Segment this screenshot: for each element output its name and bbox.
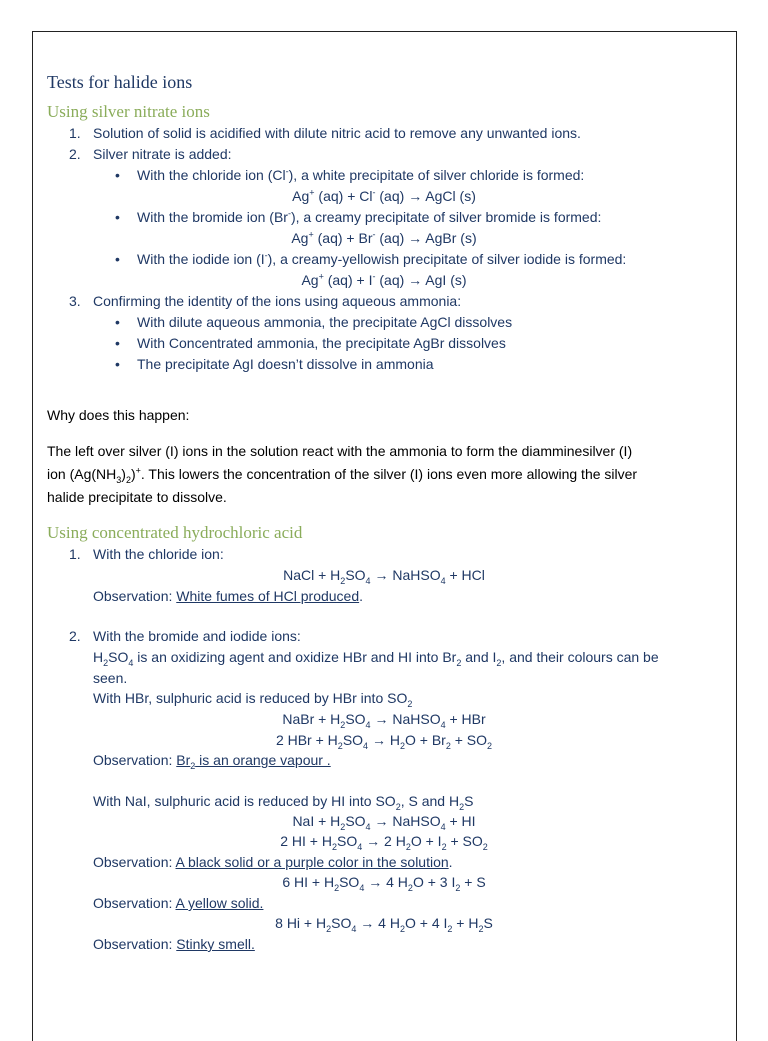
equation: NaBr + $H_2SO_4$ → NaHSO$_4$ + HBr — [282, 711, 486, 730]
list-item: 3. Confirming the identity of the ions using aqueous ammonia: — [69, 293, 462, 309]
equation: Ag+ (aq) + Br- (aq) → AgBr (s) — [291, 229, 477, 246]
observation: Observation: A yellow solid. — [93, 895, 264, 911]
equation: 2 HI + $H_2SO_4 \to 2$ $H_2O + I_2 + SO_2$ — [280, 833, 488, 852]
bullet-item: • With the chloride ion (Cl-), a white precipitate of silver chloride is formed: — [115, 166, 585, 183]
section-heading-silver-nitrate: Using silver nitrate ions — [47, 102, 210, 121]
equation: NaCl + $H_2SO_4$ → NaHSO$_4$ + HCl — [283, 567, 485, 586]
equation: Ag+ (aq) + I- (aq) → AgI (s) — [301, 271, 467, 288]
list-item: 1. With the chloride ion: — [69, 546, 224, 562]
bullet-item: • With dilute aqueous ammonia, the precipitate AgCl dissolves — [115, 314, 513, 330]
equation: NaI + $H_2SO_4$ → NaHSO$_4$ + HI — [292, 813, 476, 832]
observation: Observation: $Br_2$ is an orange vapour . — [93, 752, 331, 771]
list-item: 2. Silver nitrate is added: — [69, 146, 232, 162]
section-heading-hydrochloric: Using concentrated hydrochloric acid — [47, 523, 303, 542]
observation: Observation: White fumes of HCl produced. — [93, 588, 364, 604]
observation: Observation: Stinky smell. — [93, 936, 255, 952]
why-heading: Why does this happen: — [47, 407, 190, 423]
equation: 6 HI + $H_2SO_4 \to 4$ $H_2O + 3$ $I_2 + S$ — [282, 874, 486, 893]
bullet-item: • The precipitate AgI doesn’t dissolve in ammonia — [115, 356, 434, 372]
paragraph-line: The left over silver (I) ions in the solution react with the ammonia to form the diamminesilver (I) — [47, 443, 633, 459]
bullet-item: • With the bromide ion (Br-), a creamy precipitate of silver bromide is formed: — [115, 208, 602, 225]
text-line: With NaI, sulphuric acid is reduced by HI into $SO_2$, S and $H_2S$ — [93, 793, 474, 812]
equation: 8 $Hi + H_2SO_4 \to 4$ $H_2O + 4$ $I_2 + H_2S$ — [275, 915, 493, 934]
text-line: $H_2SO_4$ is an oxidizing agent and oxidize HBr and HI into $Br_2$ and $I_2$, and their colours can be — [93, 649, 659, 668]
paragraph-line: ion $(Ag(NH_3)_2)^+$. This lowers the concentration of the silver (I) ions even more allowing the silver — [47, 465, 638, 485]
equation: 2 HBr + $H_2SO_4 \to H_2O + Br_2 + SO_2$ — [275, 732, 493, 751]
list-item: 2. With the bromide and iodide ions: — [69, 628, 301, 644]
list-item: 1. Solution of solid is acidified with dilute nitric acid to remove any unwanted ions. — [69, 125, 581, 141]
text-line: seen. — [93, 670, 128, 686]
observation: Observation: A black solid or a purple color in the solution. — [93, 854, 453, 870]
bullet-item: • With the iodide ion (I-), a creamy-yellowish precipitate of silver iodide is formed: — [115, 250, 627, 267]
paragraph-line: halide precipitate to dissolve. — [47, 489, 227, 505]
bullet-item: • With Concentrated ammonia, the precipitate AgBr dissolves — [115, 335, 506, 351]
text-line: With HBr, sulphuric acid is reduced by HBr into $SO_2$ — [93, 690, 413, 709]
equation: Ag+ (aq) + Cl- (aq) → AgCl (s) — [292, 187, 476, 204]
page-title: Tests for halide ions — [47, 72, 193, 92]
